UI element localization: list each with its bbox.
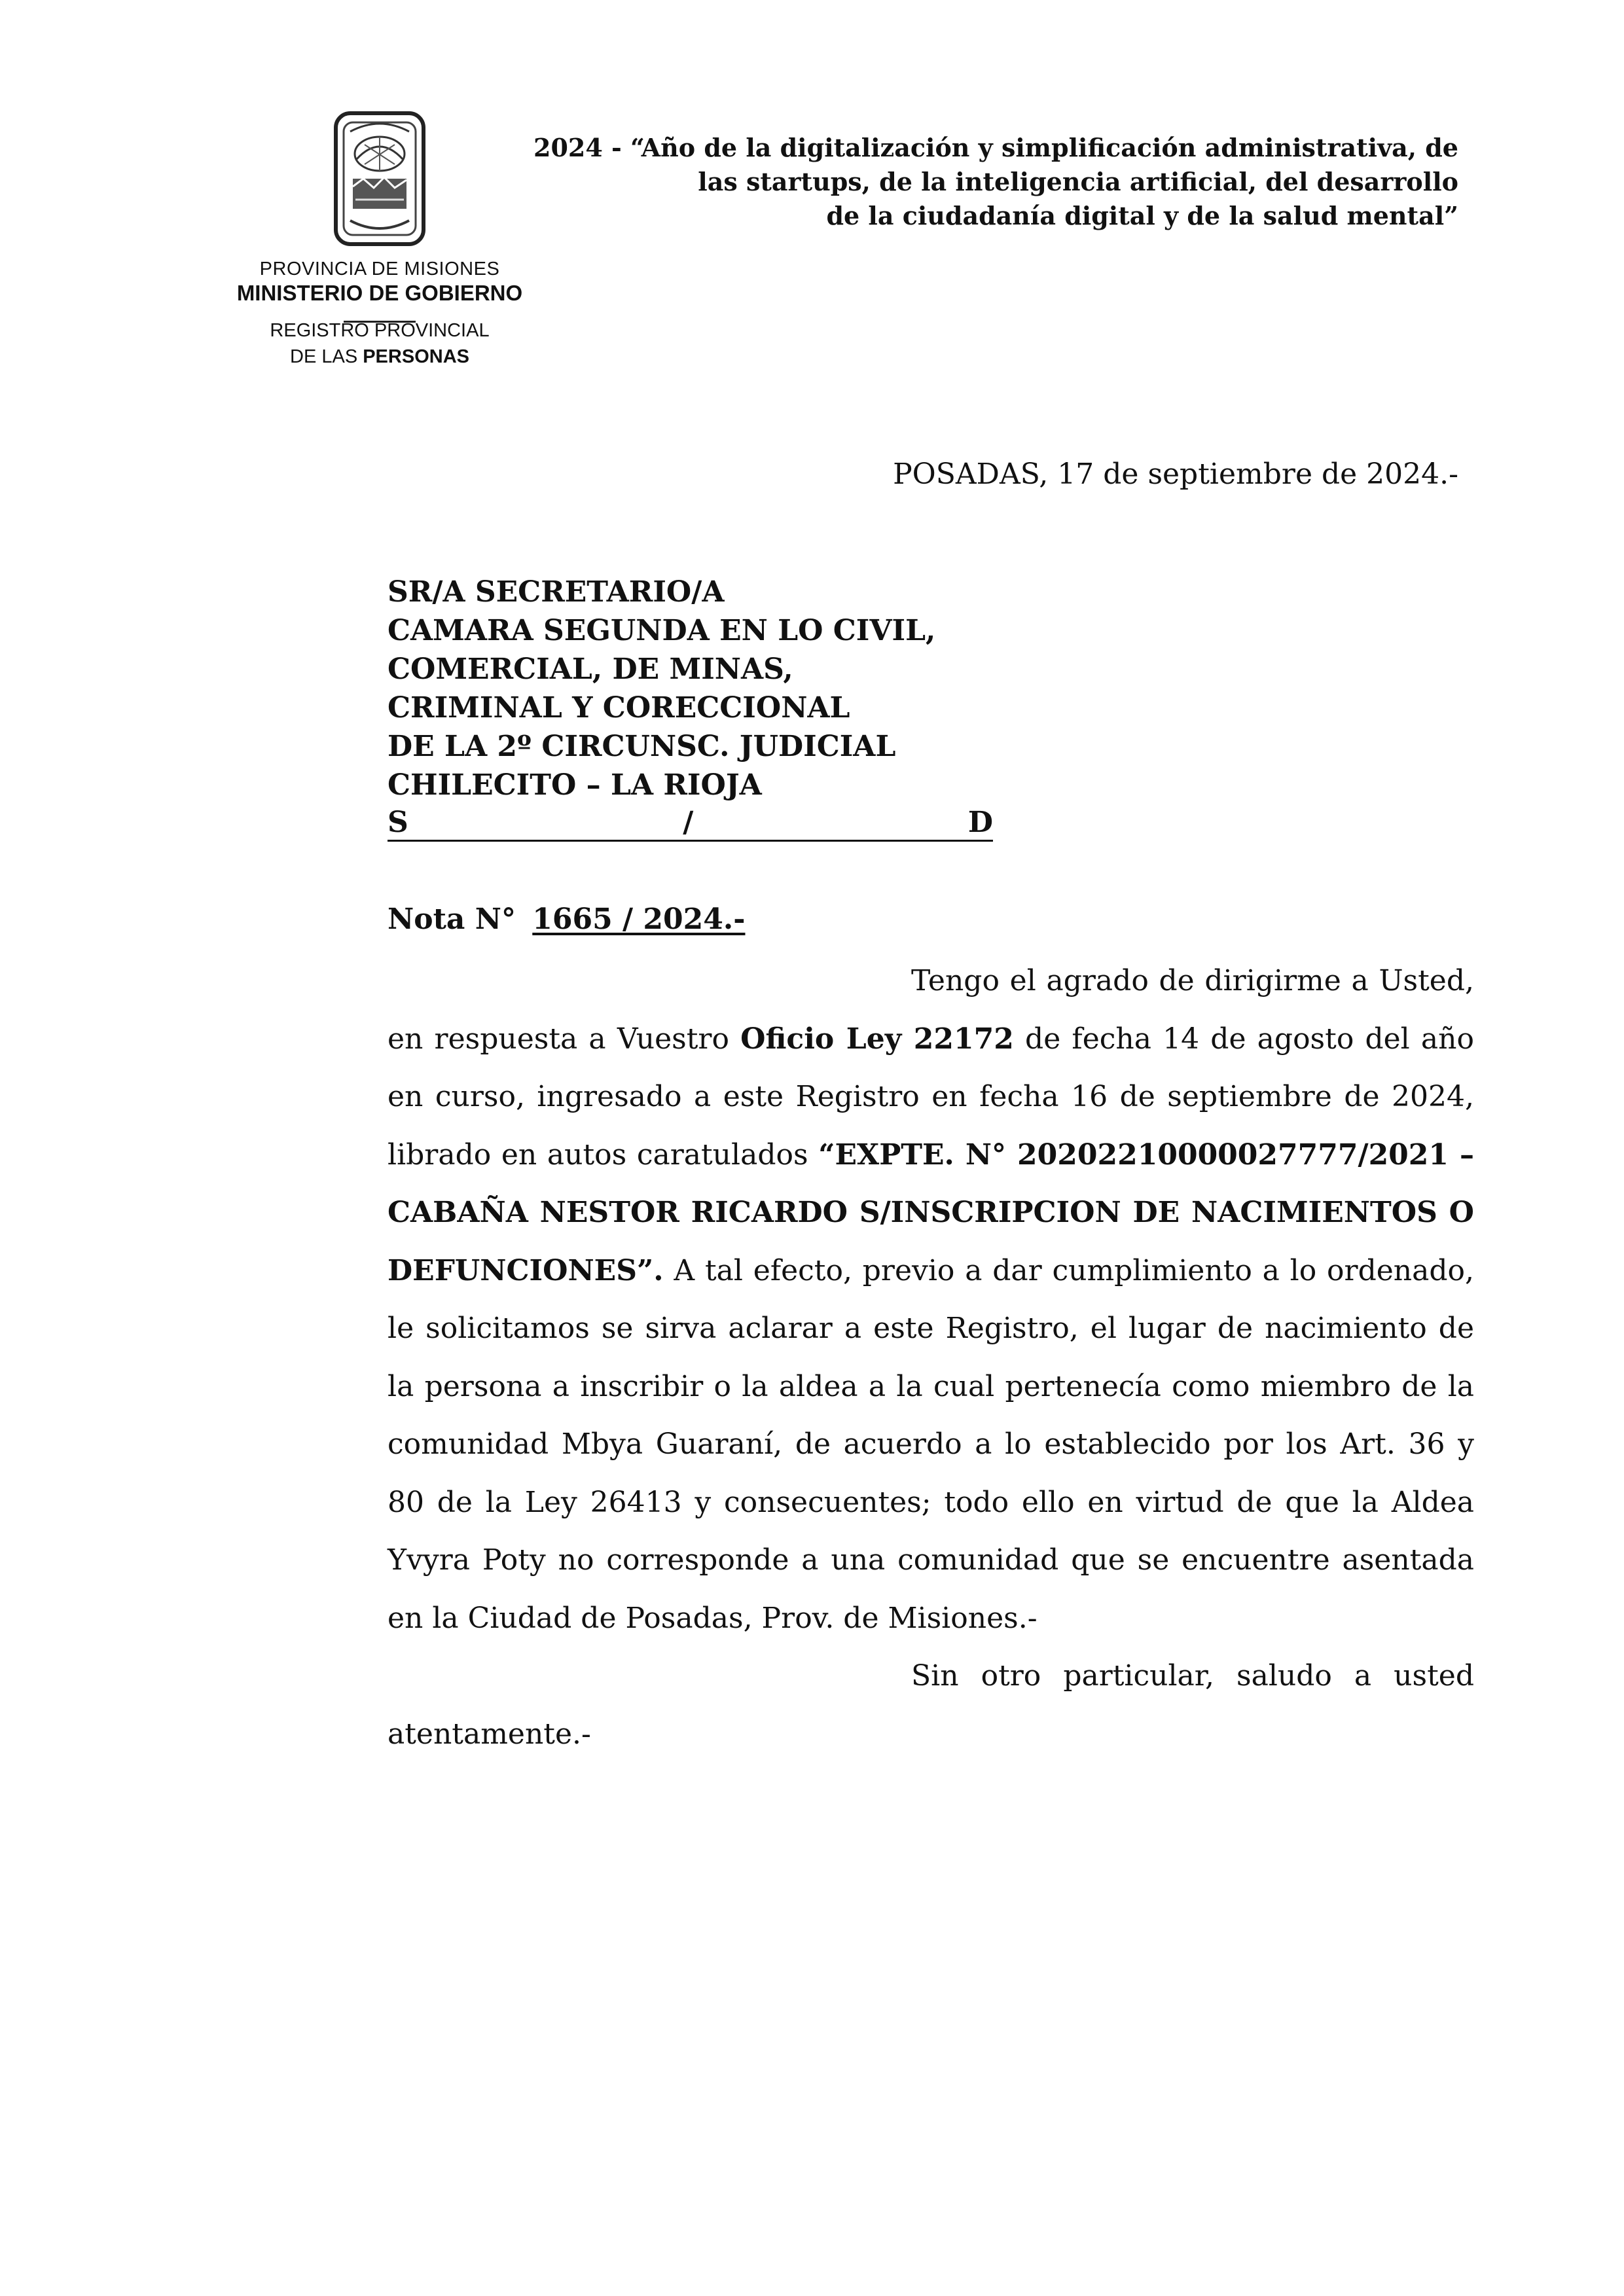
registry-line-2: DE LAS PERSONAS <box>290 346 469 367</box>
motto-line-2: las startups, de la inteligencia artificial, del desarrollo <box>698 167 1458 196</box>
case-title: “EXPTE. N° 20202210000027777/2021 – CABAÑA NESTOR RICARDO S/INSCRIPCION DE NACIMIENTOS O DEFUNCIONES”. <box>388 1138 1474 1287</box>
addressee-line: CRIMINAL Y CORECCIONAL <box>388 691 850 725</box>
registry-name <box>229 317 530 370</box>
addressee-line: CHILECITO – LA RIOJA <box>388 768 762 802</box>
note-label: Nota N° <box>388 903 516 936</box>
motto-line-1: 2024 - “Año de la digitalización y simplificación administrativa, de <box>533 133 1458 162</box>
addressee-line: DE LA 2º CIRCUNSC. JUDICIAL <box>388 730 896 763</box>
sd-s: S <box>388 806 408 839</box>
motto-line-3: de la ciudadanía digital y de la salud mental” <box>826 201 1458 230</box>
ministry-name: MINISTERIO DE GOBIERNO <box>236 281 523 305</box>
addressee-line: CAMARA SEGUNDA EN LO CIVIL, <box>388 614 936 647</box>
note-value: 1665 / 2024.- <box>532 903 746 936</box>
addressee-block <box>388 573 993 842</box>
addressee-line: SR/A SECRETARIO/A <box>388 575 725 609</box>
provincial-seal-icon <box>331 108 429 249</box>
letter-body <box>388 952 1474 1763</box>
year-motto <box>477 131 1458 233</box>
province-name: PROVINCIA DE MISIONES <box>259 259 500 279</box>
sd-d: D <box>967 806 993 839</box>
sd-line <box>388 806 993 842</box>
body-paragraph-1: Tengo el agrado de dirigirme a Usted, en respuesta a Vuestro Oficio Ley 22172 de fecha 14 de agosto del año en curso, ingresado a este Registro en fecha 16 de septiembre de 2024, librado en autos caratulados “EXPTE. N° 20202210000027777/2021 – CABAÑA NESTOR RICARDO S/INSCRIPCION DE NACIMIENTOS O DEFUNCIONES”. A tal efecto, previo a dar cumplimiento a lo ordenado, le solicitamos se sirva aclarar a este Registro, el lugar de nacimiento de la persona a inscribir o la aldea a la cual pertenecía como miembro de la comunidad Mbya Guaraní, de acuerdo a lo establecido por los Art. 36 y 80 de la Ley 26413 y consecuentes; todo ello en virtud de que la Aldea Yvyra Poty no corresponde a una comunidad que se encuentre asentada en la Ciudad de Posadas, Prov. de Misiones.- <box>388 964 1474 1635</box>
body-paragraph-2: Sin otro particular, saludo a usted atentamente.- <box>388 1659 1474 1751</box>
place-date: POSADAS, 17 de septiembre de 2024.- <box>893 457 1458 491</box>
sd-slash: / <box>683 806 694 839</box>
registry-line-1: REGISTRO PROVINCIAL <box>270 320 490 341</box>
oficio-reference: Oficio Ley 22172 <box>740 1022 1014 1056</box>
addressee-line: COMERCIAL, DE MINAS, <box>388 653 793 686</box>
note-number <box>388 900 745 939</box>
